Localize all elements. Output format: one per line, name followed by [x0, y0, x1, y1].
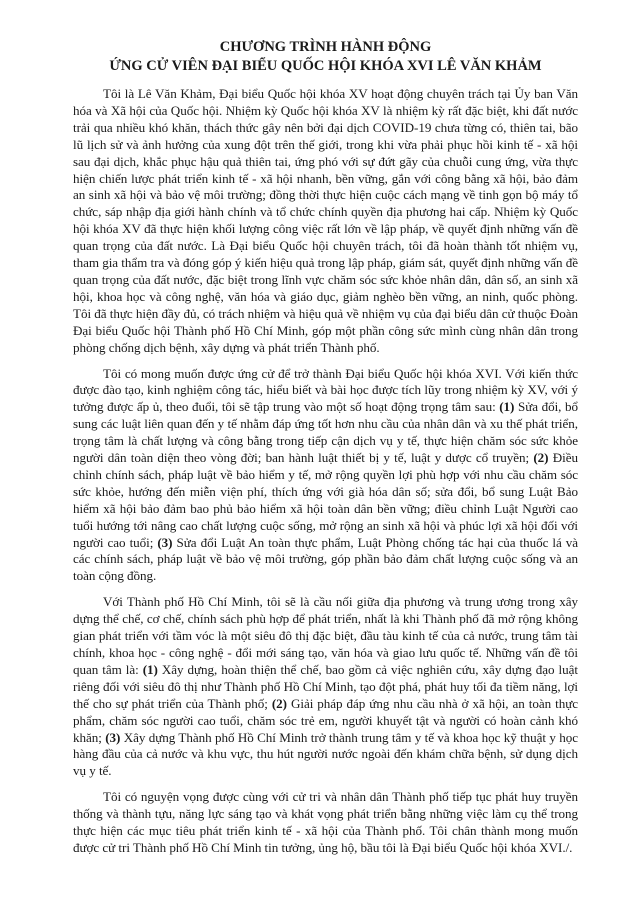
item-number: (1) — [499, 399, 515, 415]
paragraph-text: Sửa đổi, bổ sung các luật liên quan đến y tế nhằm đáp ứng tốt hơn nhu cầu của nhân dân và xu thế phát triển, trọng tâm là chất lượng và công bằng trong tiếp cận dịch vụ y tế, thực hiện chăm sóc sức khỏe người dân toàn diện theo vòng đời; ban hành luật thiết bị y tế, luật y dược cổ truyền; — [73, 399, 578, 466]
paragraph-text: Giải pháp đáp ứng nhu cầu nhà ở xã hội, an toàn thực phẩm, chăm sóc người cao tuổi, chăm sóc trẻ em, người khuyết tật và người có hoàn cảnh khó khăn; — [73, 695, 578, 745]
paragraph-text: Xây dựng Thành phố Hồ Chí Minh trở thành trung tâm y tế và khoa học kỹ thuật y học hàng đầu của cả nước và khu vực, thu hút người nước ngoài đến khám chữa bệnh, sử dụng dịch vụ y tế. — [73, 729, 578, 779]
item-number: (2) — [271, 695, 287, 711]
paragraph-text: Sửa đổi Luật An toàn thực phẩm, Luật Phòng chống tác hại của thuốc lá và các chính sách, pháp luật về bảo vệ môi trường, góp phần bảo đảm chất lượng cuộc sống và an toàn cộng đồng. — [73, 534, 578, 584]
paragraph-text: Tôi có nguyện vọng được cùng với cử tri và nhân dân Thành phố tiếp tục phát huy truyền thống và thành tựu, năng lực sáng tạo và khát vọng phát triển bằng những việc làm cụ thể trong thực hiện các mục tiêu phát triển kinh tế - xã hội của Thành phố. Tôi chân thành mong muốn được cử tri Thành phố Hồ Chí Minh tin tưởng, ủng hộ, bầu tôi là Đại biểu Quốc hội khóa XVI./. — [73, 789, 578, 855]
paragraph-text: Tôi là Lê Văn Khảm, Đại biểu Quốc hội khóa XV hoạt động chuyên trách tại Ủy ban Văn hóa và Xã hội của Quốc hội. Nhiệm kỳ Quốc hội khóa XV là nhiệm kỳ rất đặc biệt, khi đất nước trải qua nhiều khó khăn, thách thức gây nên bởi đại dịch COVID-19 chưa từng có, thiên tai, bão lũ lịch sử và ảnh hưởng của xung đột trên thế giới, trong khi vừa phải phục hồi kinh tế - xã hội sau đại dịch, khắc phục hậu quả thiên tai, ứng phó với sự đứt gãy của chuỗi cung ứng, vừa thực hiện chiến lược phát triển kinh tế - xã hội nhanh, bền vững, gắn với công bằng xã hội, bảo đảm an sinh xã hội và bảo vệ môi trường; đồng thời thực hiện cuộc cách mạng về tinh gọn bộ máy tổ chức, sáp nhập địa giới hành chính và tổ chức chính quyền địa phương hai cấp. Nhiệm kỳ Quốc hội khóa XV đã thực hiện khối lượng công việc rất lớn về lập pháp, về quyết định những vấn đề quan trọng của đất nước. Là Đại biểu Quốc hội chuyên trách, tôi đã hoàn thành tốt nhiệm vụ, tham gia thẩm tra và đóng góp ý kiến hiệu quả trong lập pháp, giám sát, quyết định những vấn đề quan trọng của đất nước, đặc biệt trong lĩnh vực chăm sóc sức khỏe nhân dân, dân số, an sinh xã hội, khoa học và công nghệ, văn hóa và giáo dục, giảm nghèo bền vững, an ninh, quốc phòng. Tôi đã thực hiện đầy đủ, có trách nhiệm và hiệu quả về nhiệm vụ của đại biểu dân cử thuộc Đoàn Đại biểu Quốc hội Thành phố Hồ Chí Minh, góp một phần công sức mình cùng nhân dân trong phòng chống dịch bệnh, xây dựng và phát triển Thành phố. — [73, 86, 578, 355]
document-title-line-1: CHƯƠNG TRÌNH HÀNH ĐỘNG — [219, 39, 432, 55]
paragraph-text: Điều chỉnh chính sách, pháp luật về bảo hiểm y tế, mở rộng quyền lợi phù hợp với nhu cầu chăm sóc sức khỏe, hướng đến miễn viện phí, thích ứng với già hóa dân số; sửa đổi, bổ sung Luật Bảo hiểm xã hội bảo đảm bao phủ bảo hiểm xã hội toàn dân bền vững; điều chỉnh Luật Người cao tuổi hướng tới nâng cao chất lượng cuộc sống, mở rộng an sinh xã hội và phúc lợi xã hội đối với người cao tuổi; — [73, 450, 578, 550]
paragraph-2 — [73, 366, 578, 586]
paragraph-4 — [73, 789, 578, 857]
item-number: (2) — [533, 450, 549, 466]
paragraph-text: Tôi có mong muốn được ứng cử để trở thành Đại biểu Quốc hội khóa XVI. Với kiến thức được đào tạo, kinh nghiệm công tác, hiểu biết và bài học được tích lũy trong nhiệm kỳ XV, với ý tưởng được ấp ủ, theo đuổi, tôi sẽ tập trung vào một số hoạt động trọng tâm sau: — [73, 365, 578, 415]
paragraph-text: Xây dựng, hoàn thiện thể chế, bao gồm cả việc nghiên cứu, xây dựng đạo luật riêng đối với siêu đô thị như Thành phố Hồ Chí Minh, tạo đột phá, phát huy tối đa tiềm năng, lợi thế cho sự phát triển của Thành phố; — [73, 661, 578, 711]
item-number: (3) — [157, 534, 173, 550]
item-number: (1) — [142, 661, 158, 677]
paragraph-text: Với Thành phố Hồ Chí Minh, tôi sẽ là cầu nối giữa địa phương và trung ương trong xây dựng thể chế, cơ chế, chính sách phù hợp để phát triển, nhất là khi Thành phố đã mở rộng không gian phát triển với tầm vóc là một siêu đô thị đặc biệt, đầu tàu kinh tế của cả nước, trung tâm tài chính, khoa học - công nghệ - đổi mới sáng tạo, văn hóa và giao lưu quốc tế. Những vấn đề tôi quan tâm là: — [73, 594, 578, 677]
item-number: (3) — [105, 729, 121, 745]
document-title-line-2: ỨNG CỬ VIÊN ĐẠI BIỂU QUỐC HỘI KHÓA XVI LÊ VĂN KHẢM — [109, 58, 542, 74]
paragraph-3 — [73, 594, 578, 780]
paragraph-1 — [73, 86, 578, 357]
